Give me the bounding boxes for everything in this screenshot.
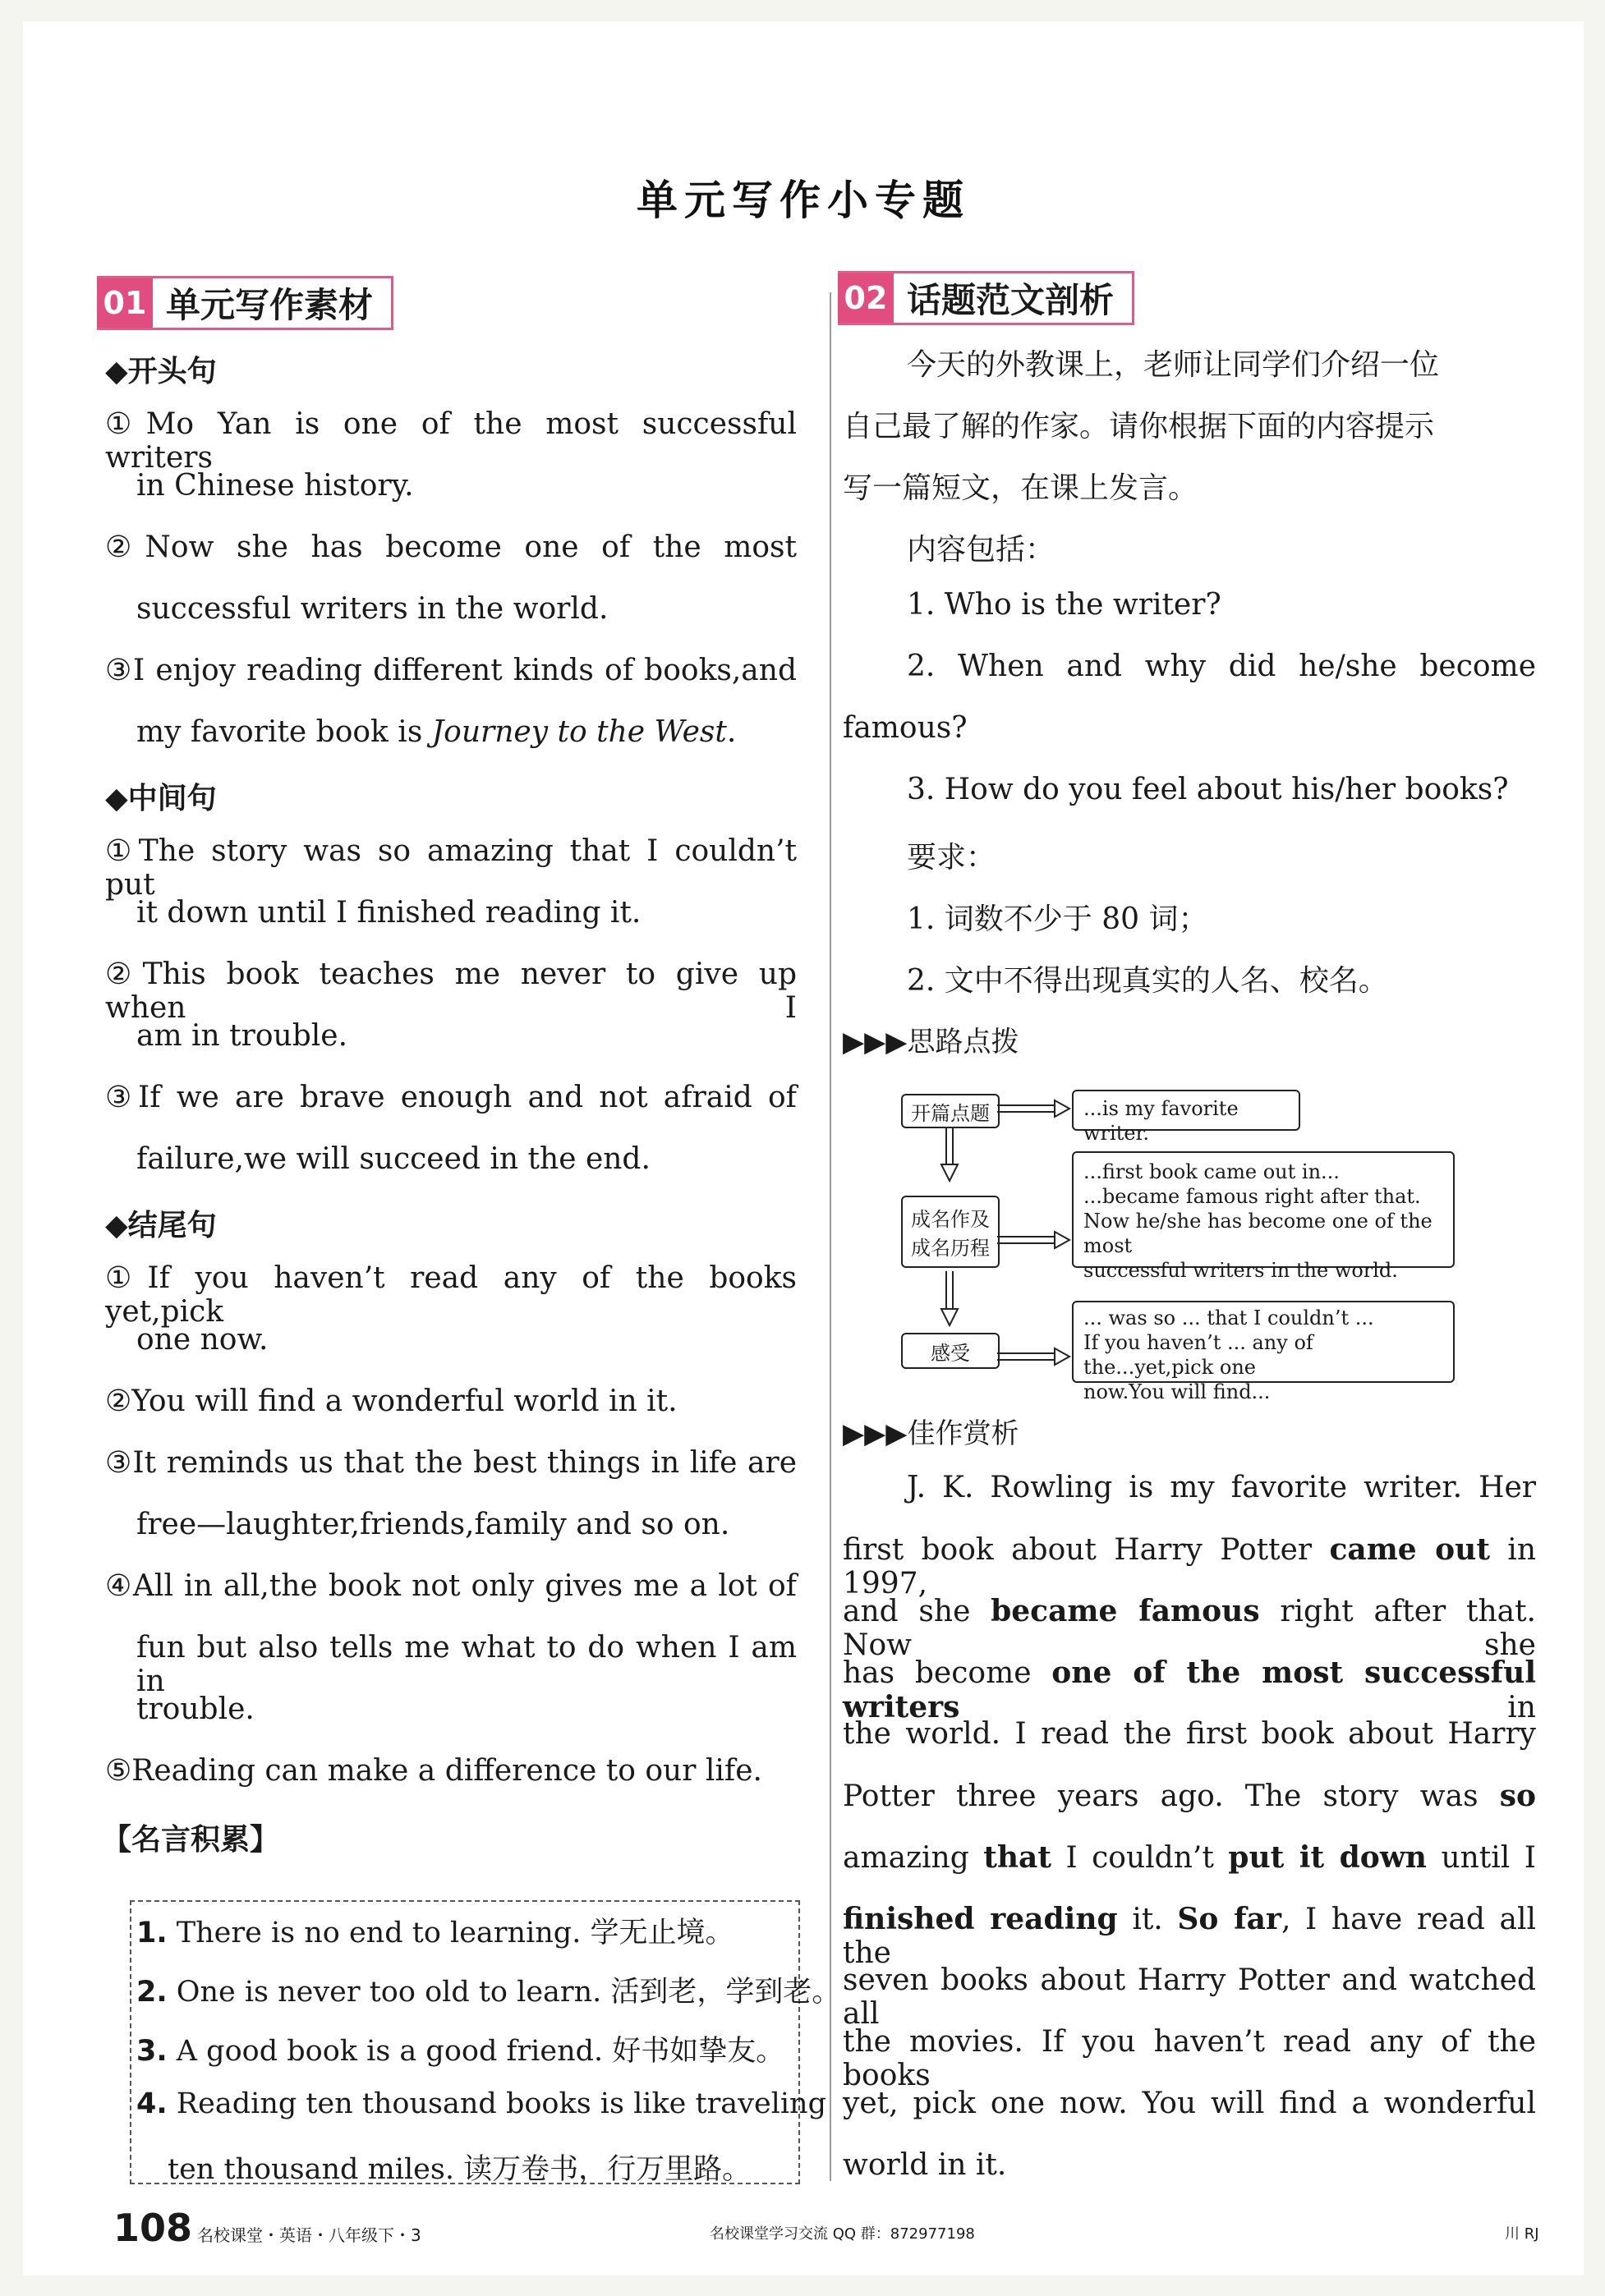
sample-line: first book about Harry Potter came out in 1997, bbox=[843, 1532, 1536, 1600]
task-line: 3. How do you feel about his/her books? bbox=[907, 773, 1509, 806]
text-line: ④All in all,the book not only gives me a lot of bbox=[105, 1569, 797, 1603]
text-line: ②Now she has become one of the most bbox=[105, 530, 797, 564]
book-title: Journey to the West bbox=[431, 715, 727, 749]
task-line: 1. Who is the writer? bbox=[907, 588, 1221, 622]
sample-line: the world. I read the first book about Harry bbox=[843, 1717, 1536, 1751]
task-line: 2. When and why did he/she become bbox=[907, 650, 1536, 683]
text-line: ⑤Reading can make a difference to our life. bbox=[105, 1754, 762, 1788]
task-line: 内容包括： bbox=[907, 533, 1055, 567]
task-line: 自己最了解的作家。请你根据下面的内容提示 bbox=[843, 410, 1435, 443]
section-header-02 bbox=[838, 271, 1134, 325]
text-line: one now. bbox=[136, 1323, 269, 1357]
diagram-text-fame: ...first book came out in... ...became famous right after that. Now he/she has become one of the most successful writers in the world. bbox=[1072, 1151, 1455, 1268]
text-line: free—laughter,friends,family and so on. bbox=[136, 1508, 730, 1541]
sample-line: J. K. Rowling is my favorite writer. Her bbox=[907, 1471, 1536, 1504]
text-line: ②You will find a wonderful world in it. bbox=[105, 1384, 678, 1418]
text-line: ③I enjoy reading different kinds of books,and bbox=[105, 654, 797, 687]
text-line: ①If you haven’t read any of the books yet,pick bbox=[105, 1261, 797, 1329]
text-line: successful writers in the world. bbox=[136, 592, 609, 626]
section-number: 01 bbox=[97, 278, 153, 328]
task-line: 2. 文中不得出现真实的人名、校名。 bbox=[907, 964, 1388, 998]
task-line: 今天的外教课上，老师让同学们介绍一位 bbox=[907, 348, 1440, 382]
quote-item: 1. There is no end to learning. 学无止境。 bbox=[136, 1917, 734, 1949]
text-line: my favorite book is Journey to the West. bbox=[136, 715, 737, 749]
task-line: 写一篇短文，在课上发言。 bbox=[843, 471, 1198, 505]
task-line: 要求： bbox=[907, 841, 996, 875]
sample-line: has become one of the most successful writers in bbox=[843, 1655, 1536, 1724]
quote-item: 4. Reading ten thousand books is like traveling bbox=[136, 2087, 826, 2120]
column-divider bbox=[830, 292, 831, 2181]
sample-line: seven books about Harry Potter and watched all bbox=[843, 1963, 1536, 2031]
double-arrow-icon bbox=[997, 1348, 1069, 1365]
middle-heading: ◆中间句 bbox=[105, 782, 217, 815]
diagram-box-opening: 开篇点题 bbox=[901, 1094, 1000, 1128]
page-number: 108 bbox=[113, 2206, 193, 2250]
diagram-text-feeling: ... was so ... that I couldn’t ... If you haven’t ... any of the...yet,pick one now.You will find... bbox=[1072, 1301, 1455, 1383]
down-arrow-icon bbox=[941, 1128, 958, 1181]
tips-heading: ▶▶▶思路点拨 bbox=[843, 1026, 1019, 1058]
text-line: am in trouble. bbox=[136, 1019, 348, 1053]
opening-heading: ◆开头句 bbox=[105, 355, 217, 388]
footer-left: 名校课堂・英语・八年级下・3 bbox=[197, 2225, 421, 2245]
section-header-01 bbox=[97, 276, 393, 330]
diagram-box-feeling: 感受 bbox=[901, 1333, 1000, 1369]
sample-line: yet, pick one now. You will find a wonderful bbox=[843, 2087, 1536, 2120]
section-title: 话题范文剖析 bbox=[907, 280, 1115, 320]
double-arrow-icon bbox=[997, 1232, 1069, 1248]
text-line: trouble. bbox=[136, 1692, 255, 1726]
text-line: failure,we will succeed in the end. bbox=[136, 1142, 651, 1176]
double-arrow-icon bbox=[997, 1100, 1069, 1117]
diagram-text-opening: ...is my favorite writer. bbox=[1072, 1090, 1300, 1131]
text-line: in Chinese history. bbox=[136, 469, 414, 503]
page bbox=[23, 21, 1584, 2275]
quote-item: 3. A good book is a good friend. 好书如挚友。 bbox=[136, 2035, 785, 2068]
quote-item: 2. One is never too old to learn. 活到老，学到老。 bbox=[136, 1976, 841, 2009]
page-title: 单元写作小专题 bbox=[637, 177, 970, 224]
footer-center: 名校课堂学习交流 QQ 群：872977198 bbox=[710, 2225, 975, 2243]
diagram-box-fame: 成名作及成名历程 bbox=[901, 1196, 1000, 1268]
quotes-heading: 【名言积累】 bbox=[102, 1823, 280, 1857]
sample-line: Potter three years ago. The story was so bbox=[843, 1779, 1536, 1813]
text-line: fun but also tells me what to do when I am in bbox=[136, 1631, 797, 1698]
down-arrow-icon bbox=[941, 1271, 958, 1325]
ending-heading: ◆结尾句 bbox=[105, 1209, 217, 1242]
section-number: 02 bbox=[838, 273, 894, 323]
section-title: 单元写作素材 bbox=[166, 285, 374, 325]
text-line: ③If we are brave enough and not afraid of bbox=[105, 1081, 797, 1114]
diagram-arrows bbox=[894, 1081, 1091, 1393]
quotes-box bbox=[130, 1900, 841, 2186]
sample-heading: ▶▶▶佳作赏析 bbox=[843, 1417, 1019, 1450]
footer-right: 川 RJ bbox=[1505, 2225, 1539, 2243]
task-line: 1. 词数不少于 80 词； bbox=[907, 902, 1208, 936]
sample-line: world in it. bbox=[843, 2148, 1007, 2182]
text-line: ②This book teaches me never to give up when I bbox=[105, 957, 797, 1025]
text-line: ③It reminds us that the best things in life are bbox=[105, 1446, 797, 1480]
sample-line: amazing that I couldn’t put it down until I bbox=[843, 1840, 1536, 1875]
text-line: it down until I finished reading it. bbox=[136, 896, 642, 930]
task-line: famous? bbox=[843, 711, 968, 745]
text-line: ①The story was so amazing that I couldn’t put bbox=[105, 834, 797, 902]
quote-item: ten thousand miles. 读万卷书，行万里路。 bbox=[168, 2153, 752, 2186]
sample-line: and she became famous right after that. Now she bbox=[843, 1594, 1536, 1662]
sample-line: finished reading it. So far, I have read all the bbox=[843, 1902, 1536, 1970]
text-line: ①Mo Yan is one of the most successful writers bbox=[105, 407, 797, 475]
sample-line: the movies. If you haven’t read any of the books bbox=[843, 2025, 1536, 2092]
